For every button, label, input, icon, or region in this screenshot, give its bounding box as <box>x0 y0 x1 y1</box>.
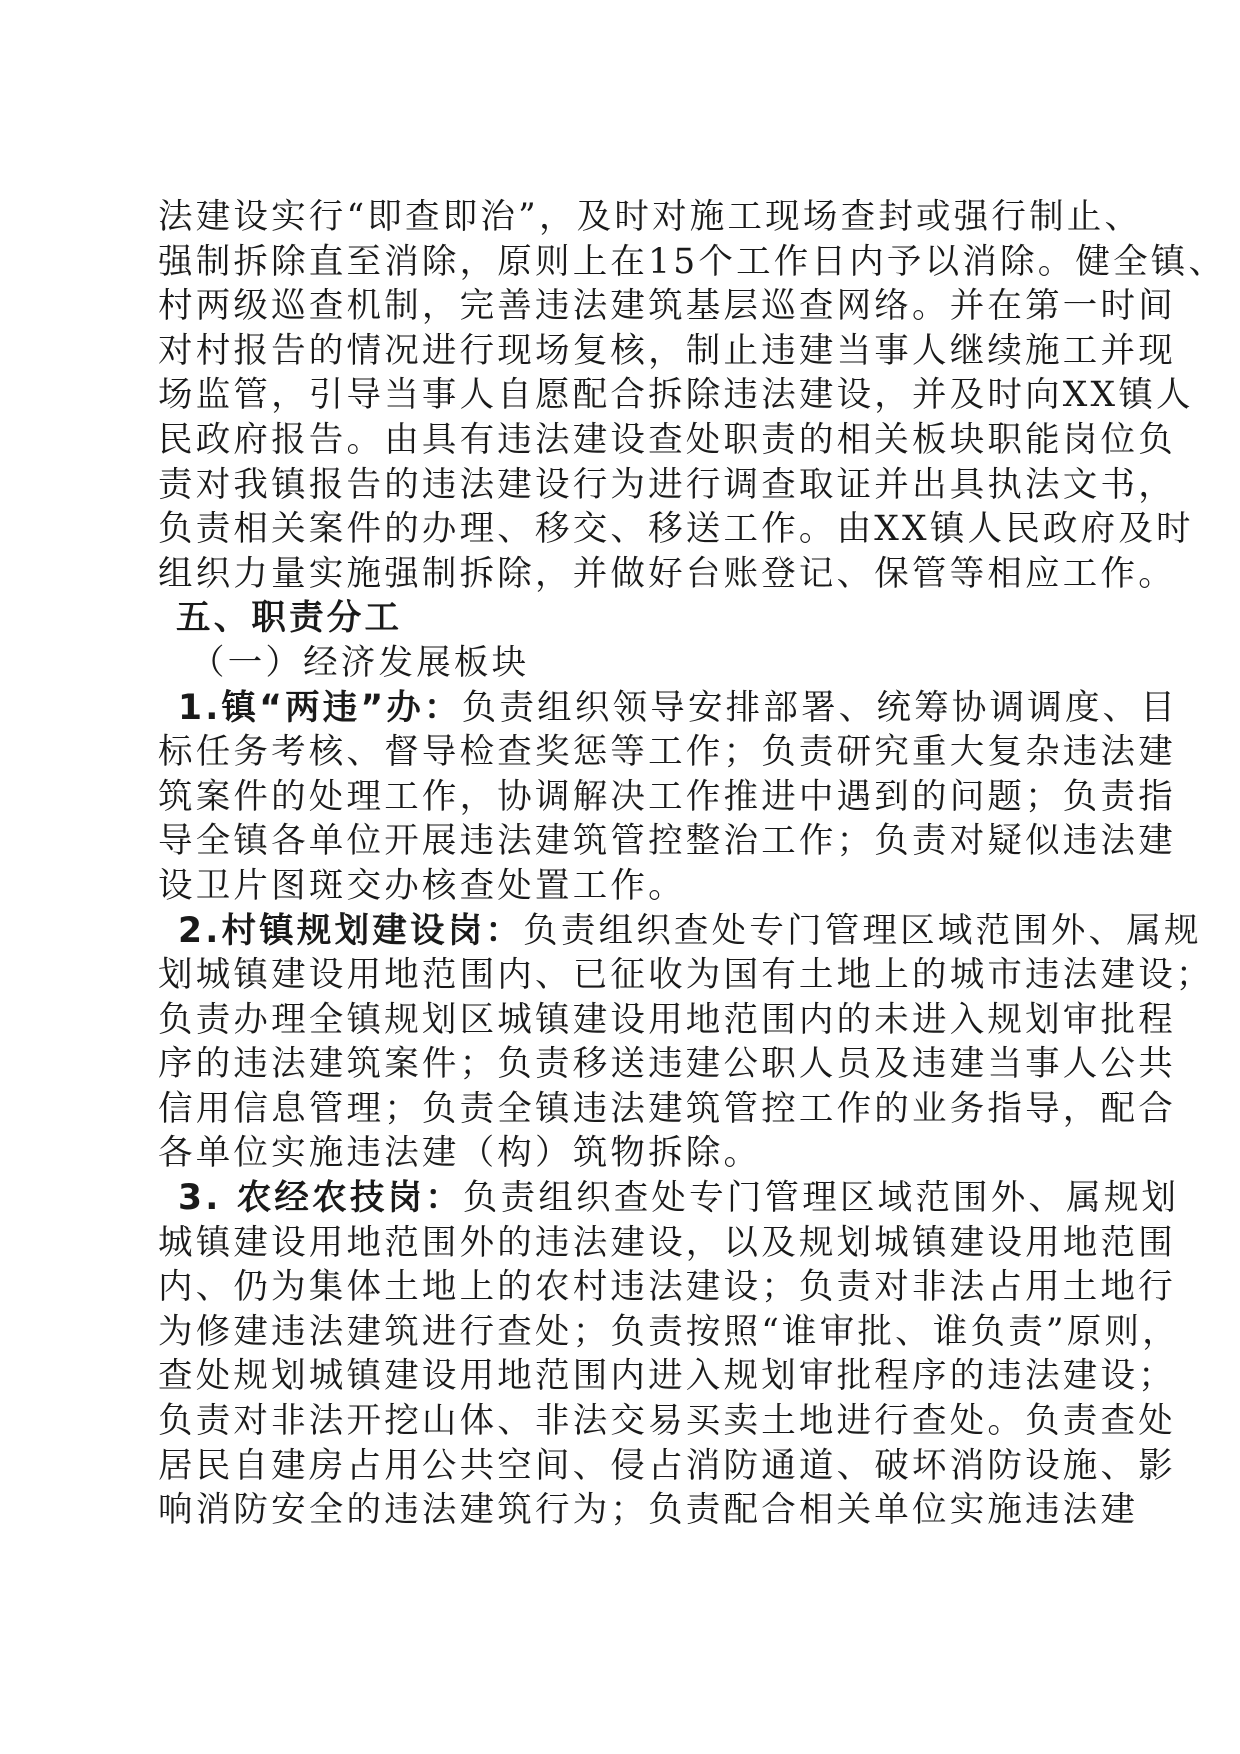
body-line: 场监管，引导当事人自愿配合拆除违法建设，并及时向XX镇人 <box>158 375 1194 416</box>
item-2-line: 各单位实施违法建（构）筑物拆除。 <box>158 1133 762 1174</box>
body-line: 村两级巡查机制，完善违法建筑基层巡查网络。并在第一时间 <box>158 286 1176 327</box>
body-line: 民政府报告。由具有违法建设查处职责的相关板块职能岗位负 <box>158 419 1176 460</box>
item-2-line: 信用信息管理；负责全镇违法建筑管控工作的业务指导，配合 <box>158 1088 1176 1129</box>
item-1-line: 筑案件的处理工作，协调解决工作推进中遇到的问题；负责指 <box>158 776 1176 817</box>
item-3-first-line <box>158 1176 1180 1221</box>
body-line: 组织力量实施强制拆除，并做好台账登记、保管等相应工作。 <box>158 553 1176 594</box>
item-1-text: 负责组织领导安排部署、统筹协调调度、目 <box>461 687 1179 728</box>
item-3-line: 查处规划城镇建设用地范围内进入规划审批程序的违法建设； <box>158 1356 1176 1397</box>
body-line: 法建设实行“即查即治”，及时对施工现场查封或强行制止、 <box>158 197 1143 237</box>
body-line: 对村报告的情况进行现场复核，制止违建当事人继续施工并现 <box>158 330 1176 371</box>
item-3-text: 负责组织查处专门管理区域范围外、属规划 <box>462 1178 1180 1219</box>
item-1-label: 1.镇“两违”办： <box>178 687 462 728</box>
item-2-line: 划城镇建设用地范围内、已征收为国有土地上的城市违法建设； <box>158 955 1214 996</box>
body-line: 责对我镇报告的违法建设行为进行调查取证并出具执法文书， <box>158 464 1176 505</box>
body-line: 强制拆除直至消除，原则上在15个工作日内予以消除。健全镇、 <box>158 241 1227 282</box>
item-3-label: 3. 农经农技岗： <box>178 1178 463 1219</box>
item-3-line: 响消防安全的违法建筑行为；负责配合相关单位实施违法建 <box>158 1490 1139 1531</box>
item-3-line: 居民自建房占用公共空间、侵占消防通道、破坏消防设施、影 <box>158 1445 1176 1486</box>
item-3-line: 负责对非法开挖山体、非法交易买卖土地进行查处。负责查处 <box>158 1401 1176 1442</box>
subsection-heading: （一）经济发展板块 <box>190 642 530 683</box>
item-1-first-line <box>158 686 1179 731</box>
item-2-label: 2.村镇规划建设岗： <box>178 910 524 951</box>
item-1-line: 标任务考核、督导检查奖惩等工作；负责研究重大复杂违法建 <box>158 732 1176 773</box>
document-body <box>158 195 1227 1533</box>
item-2-line: 序的违法建筑案件；负责移送违建公职人员及违建当事人公共 <box>158 1044 1176 1085</box>
item-2-text: 负责组织查处专门管理区域范围外、属规 <box>523 910 1202 951</box>
section-heading: 五、职责分工 <box>176 598 403 639</box>
item-3-line: 内、仍为集体土地上的农村违法建设；负责对非法占用土地行 <box>158 1267 1176 1308</box>
item-3-line: 为修建违法建筑进行查处；负责按照“谁审批、谁负责”原则， <box>158 1311 1180 1352</box>
item-2-first-line <box>158 909 1202 954</box>
item-1-line: 设卫片图斑交办核查处置工作。 <box>158 865 686 906</box>
item-1-line: 导全镇各单位开展违法建筑管控整治工作；负责对疑似违法建 <box>158 821 1176 862</box>
item-3-line: 城镇建设用地范围外的违法建设，以及规划城镇建设用地范围 <box>158 1222 1176 1263</box>
item-2-line: 负责办理全镇规划区城镇建设用地范围内的未进入规划审批程 <box>158 999 1176 1040</box>
body-line: 负责相关案件的办理、移交、移送工作。由XX镇人民政府及时 <box>158 509 1194 550</box>
